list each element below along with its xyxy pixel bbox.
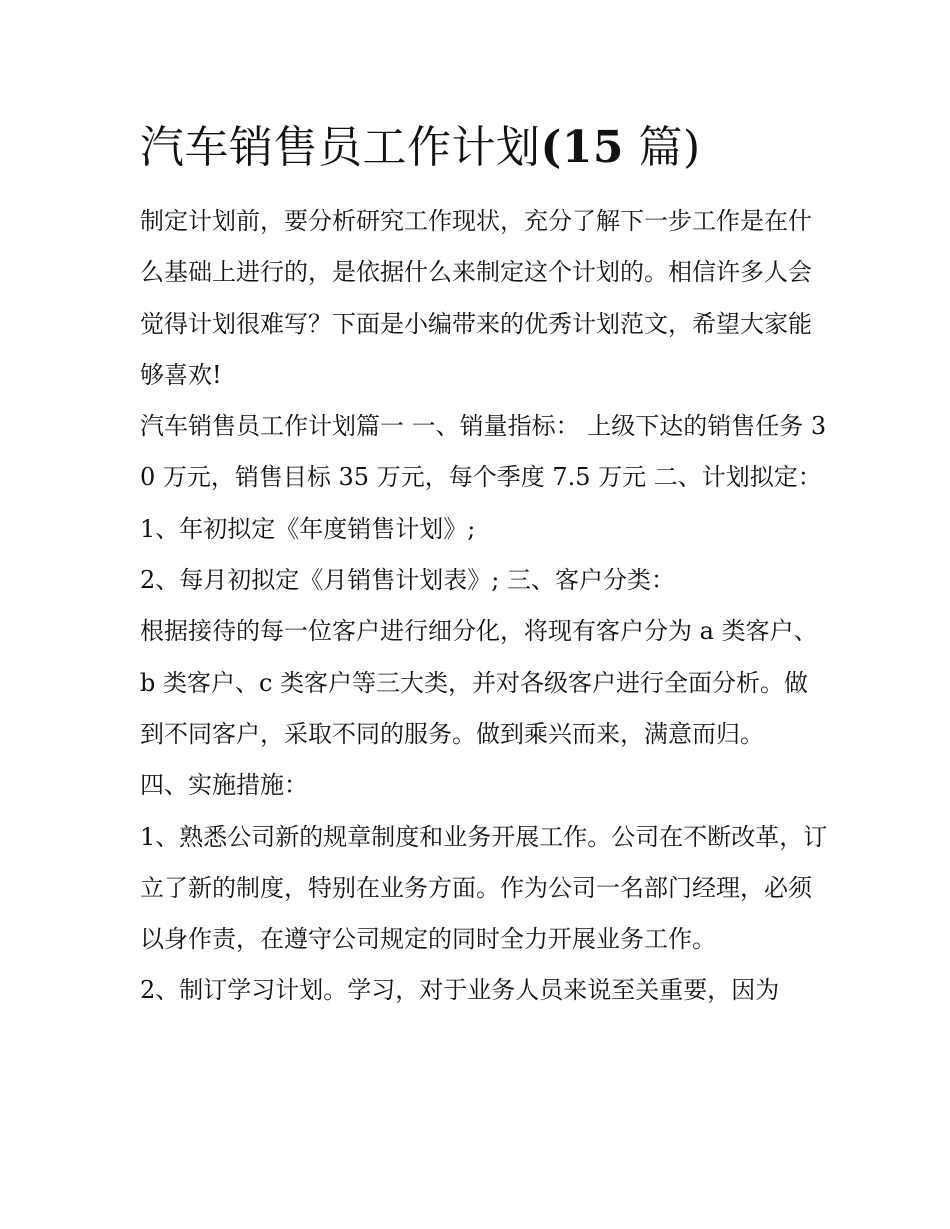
document-body [140, 118, 830, 1017]
customer-classification-paragraph: 根据接待的每一位客户进行细分化，将现有客户分为 a 类客户、b 类客户、c 类客户等三大类，并对各级客户进行全面分析。做到不同客户，采取不同的服务。做到乘兴而来，满意而归。 [140, 617, 818, 748]
measures-heading: 四、实施措施： [140, 771, 308, 800]
document-title [140, 118, 830, 178]
measure-2-paragraph: 2、制订学习计划。学习，对于业务人员来说至关重要，因为 [140, 976, 780, 1005]
title-suffix: 篇) [624, 122, 701, 173]
intro-paragraph: 制定计划前，要分析研究工作现状，充分了解下一步工作是在什么基础上进行的，是依据什么来制定这个计划的。相信许多人会觉得计划很难写？下面是小编带来的优秀计划范文，希望大家能够喜欢! [140, 207, 812, 389]
sales-target-paragraph: 汽车销售员工作计划篇一 一、销量指标： 上级下达的销售任务 30 万元，销售目标 35 万元，每个季度 7.5 万元 二、计划拟定： 1、年初拟定《年度销售计划》; [140, 412, 827, 543]
monthly-plan-paragraph: 2、每月初拟定《月销售计划表》; 三、客户分类： [140, 566, 675, 595]
title-count: (15 [540, 122, 625, 173]
title-main: 汽车销售员工作计划 [140, 122, 541, 173]
measure-1-paragraph: 1、熟悉公司新的规章制度和业务开展工作。公司在不断改革，订立了新的制度，特别在业务方面。作为公司一名部门经理，必须以身作责，在遵守公司规定的同时全力开展业务工作。 [140, 822, 828, 954]
